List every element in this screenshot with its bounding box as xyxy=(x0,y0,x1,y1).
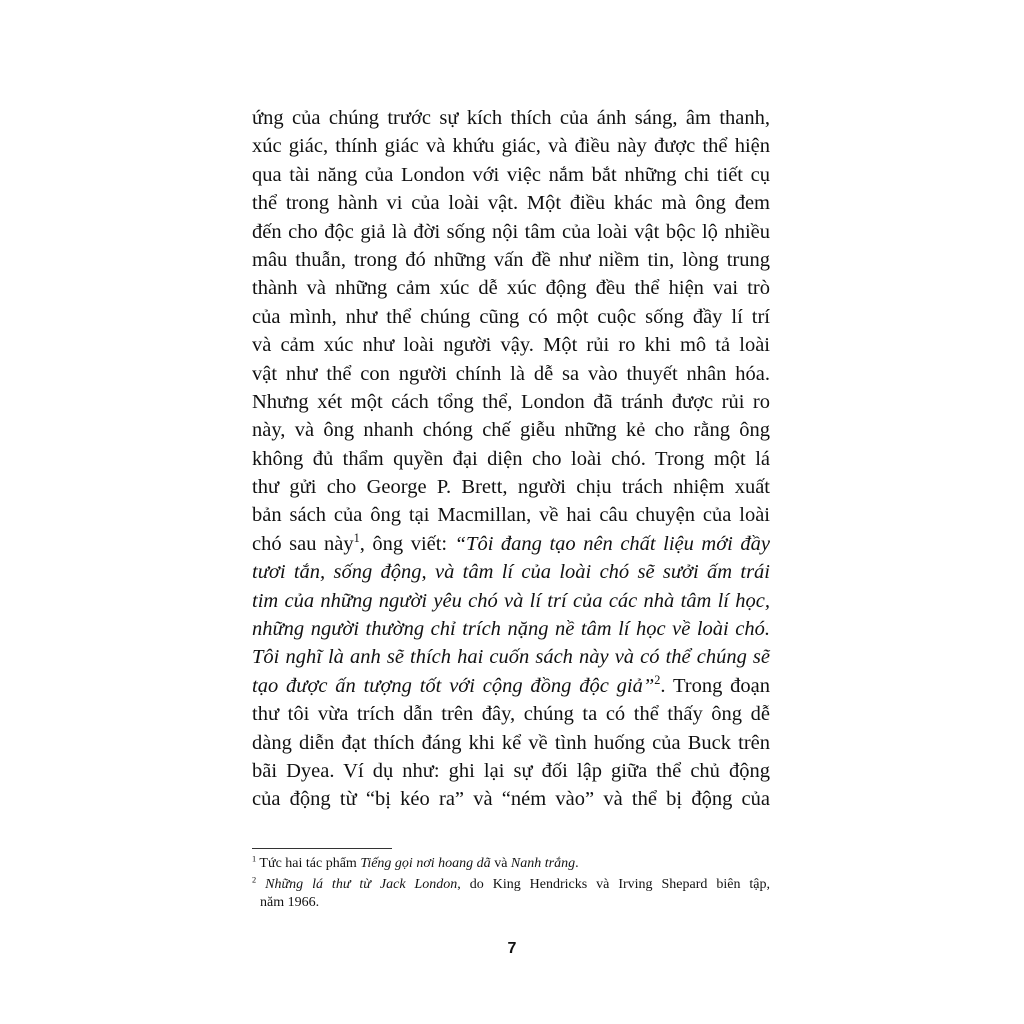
text-span: này, và ông nhanh chóng chế giễu những kẻ cho rằng ông xyxy=(252,419,770,442)
text-line xyxy=(252,445,770,473)
footnotes xyxy=(252,855,770,915)
text-line xyxy=(252,558,770,586)
italic-text: tạo được ấn tượng tốt với cộng đồng độc giả” xyxy=(252,674,655,697)
text-line xyxy=(252,672,770,700)
italic-text: Tiếng gọi nơi hoang dã xyxy=(360,856,491,871)
text-line xyxy=(252,360,770,388)
text-span: năm 1966. xyxy=(260,895,320,910)
text-span: vật như thể con người chính là dễ sa vào thuyết nhân hóa. xyxy=(252,362,770,385)
text-line xyxy=(252,785,770,813)
text-line xyxy=(252,615,770,643)
text-span: ứng của chúng trước sự kích thích của ánh sáng, âm thanh, xyxy=(252,107,770,129)
text-line xyxy=(252,246,770,274)
italic-text: Những lá thư từ Jack London xyxy=(265,877,458,892)
text-span: , do King Hendricks và Irving Shepard biên tập, xyxy=(457,877,771,892)
text-line xyxy=(252,473,770,501)
footnote-separator xyxy=(252,848,392,849)
text-span: thư gửi cho George P. Brett, người chịu trách nhiệm xuất xyxy=(252,476,770,499)
text-span: xúc giác, thính giác và khứu giác, và điều này được thể hiện xyxy=(252,135,770,158)
text-line xyxy=(252,189,770,217)
text-span: và cảm xúc như loài người vậy. Một rủi ro khi mô tả loài xyxy=(252,334,770,357)
text-line xyxy=(252,303,770,331)
text-span: bản sách của ông tại Macmillan, về hai câu chuyện của loài xyxy=(252,504,770,527)
text-line xyxy=(252,643,770,671)
footnote-line xyxy=(252,894,770,912)
text-span: của động từ “bị kéo ra” và “ném vào” và thể bị động của xyxy=(252,788,770,811)
text-span: không đủ thẩm quyền đại diện cho loài chó. Trong một lá xyxy=(252,447,770,470)
text-line xyxy=(252,729,770,757)
text-span: Nhưng xét một cách tổng thể, London đã tránh được rủi ro xyxy=(252,390,770,413)
footnote-marker: 1 xyxy=(252,854,257,864)
text-span: , ông viết: xyxy=(359,532,455,555)
text-span xyxy=(256,877,265,892)
text-span: thành và những cảm xúc dễ xúc động đều thể hiện vai trò xyxy=(252,277,770,300)
footnote-reference: 2 xyxy=(654,672,661,687)
footnote xyxy=(252,855,770,873)
text-span: chó sau này xyxy=(252,532,354,555)
text-span: của mình, như thể chúng cũng có một cuộc sống đầy lí trí xyxy=(252,305,770,328)
text-line xyxy=(252,104,770,132)
text-line xyxy=(252,757,770,785)
text-span: . Trong đoạn xyxy=(660,674,771,697)
text-line xyxy=(252,416,770,444)
text-span: qua tài năng của London với việc nắm bắt những chi tiết cụ xyxy=(252,163,770,186)
italic-text: Nanh trắng xyxy=(510,856,576,871)
footnote-line xyxy=(252,855,770,873)
text-span: và xyxy=(490,856,511,871)
text-line xyxy=(252,587,770,615)
footnote-reference: 1 xyxy=(353,531,360,546)
text-line xyxy=(252,501,770,529)
text-span: đến cho độc giả là đời sống nội tâm của loài vật bộc lộ nhiều xyxy=(252,220,770,243)
text-span: thể trong hành vi của loài vật. Một điều khác mà ông đem xyxy=(252,192,770,215)
text-line xyxy=(252,388,770,416)
page-number: 7 xyxy=(507,940,517,957)
italic-text: “Tôi đang tạo nên chất liệu mới đầy xyxy=(454,532,770,555)
text-line xyxy=(252,530,770,558)
text-line xyxy=(252,331,770,359)
text-span: thư tôi vừa trích dẫn trên đây, chúng ta có thể thấy ông dễ xyxy=(252,703,770,726)
footnote-marker: 2 xyxy=(252,875,257,885)
italic-text: tươi tắn, sống động, và tâm lí của loài chó sẽ sưởi ấm trái xyxy=(252,561,770,584)
body-text xyxy=(252,104,770,814)
text-span: . xyxy=(575,856,579,871)
text-line xyxy=(252,700,770,728)
footnote-line xyxy=(252,876,770,894)
text-line xyxy=(252,218,770,246)
text-span: mâu thuẫn, trong đó những vấn đề như niềm tin, lòng trung xyxy=(252,248,770,271)
footnote xyxy=(252,876,770,912)
text-line xyxy=(252,274,770,302)
text-line xyxy=(252,161,770,189)
italic-text: những người thường chỉ trích nặng nề tâm lí học về loài chó. xyxy=(252,618,770,641)
text-span: bãi Dyea. Ví dụ như: ghi lại sự đối lập giữa thể chủ động xyxy=(252,759,770,782)
italic-text: tim của những người yêu chó và lí trí của các nhà tâm lí học, xyxy=(252,589,770,612)
text-span: Tức hai tác phẩm xyxy=(256,856,361,871)
italic-text: Tôi nghĩ là anh sẽ thích hai cuốn sách này và có thể chúng sẽ xyxy=(252,646,770,669)
text-span: dàng diễn đạt thích đáng khi kể về tình huống của Buck trên xyxy=(252,731,770,754)
text-line xyxy=(252,132,770,160)
